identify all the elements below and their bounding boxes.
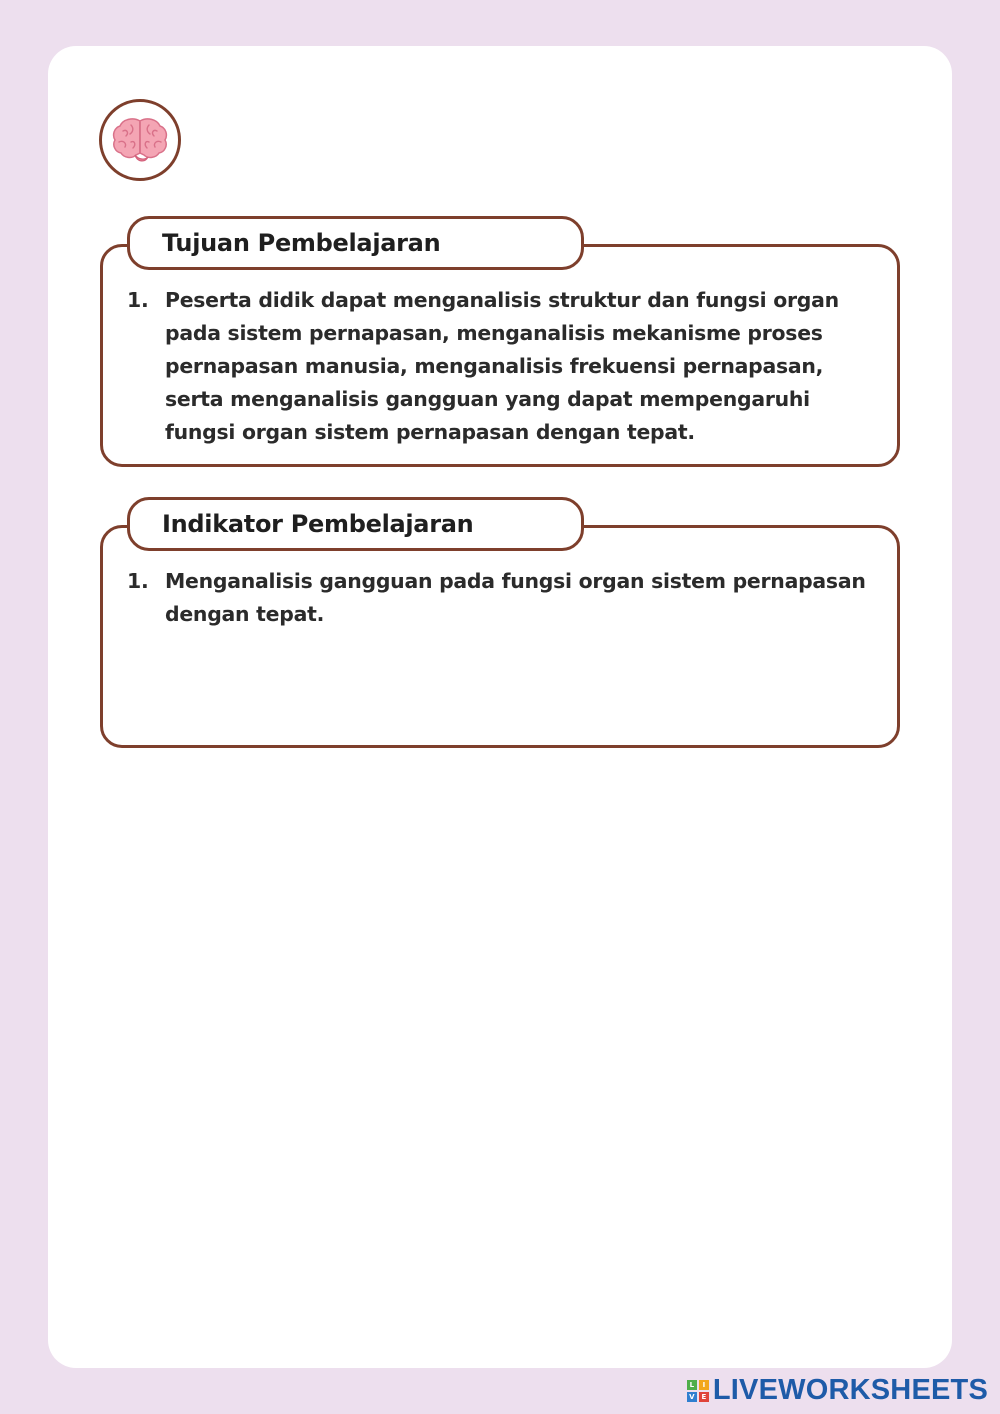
list-item [127, 565, 867, 631]
logo-letter: I [699, 1380, 709, 1390]
logo-mark [687, 1380, 709, 1402]
indikator-box [100, 525, 900, 748]
brand-name: LIVEWORKSHEETS [712, 1374, 988, 1406]
item-text: Peserta didik dapat menganalisis struktur dan fungsi organ pada sistem pernapasan, menganalisis mekanisme proses pernapasan manusia, menganalisis frekuensi pernapasan, serta menganalisis gangguan yang dapat mempengaruhi fungsi organ sistem pernapasan dengan tepat. [165, 288, 839, 444]
item-number: 1. [127, 288, 149, 312]
logo-letter: V [687, 1392, 697, 1402]
tujuan-title: Tujuan Pembelajaran [127, 216, 584, 270]
brain-icon [111, 115, 169, 165]
liveworksheets-logo [687, 1374, 988, 1407]
item-number: 1. [127, 569, 149, 593]
logo-letter: E [699, 1392, 709, 1402]
item-text: Menganalisis gangguan pada fungsi organ sistem pernapasan dengan tepat. [165, 569, 866, 626]
list-item [127, 284, 867, 449]
indikator-title: Indikator Pembelajaran [127, 497, 584, 551]
logo-letter: L [687, 1380, 697, 1390]
brain-badge [99, 99, 181, 181]
